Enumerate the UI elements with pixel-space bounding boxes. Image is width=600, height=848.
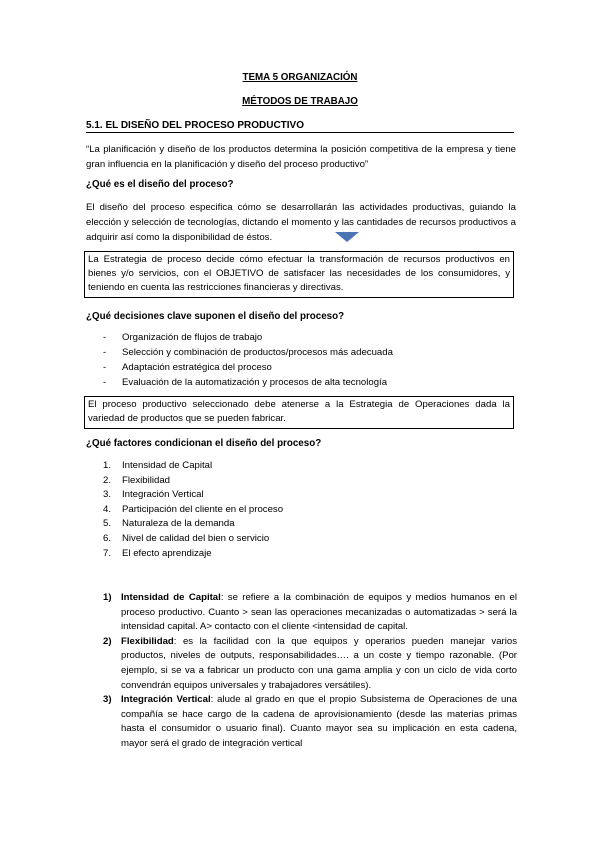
factor-detail-item: 1) Intensidad de Capital: se refiere a la combinación de equipos y medios humanos en el proceso productivo. Cuanto > sean las operaciones mecanizadas o automatizadas > será la intensidad capital. A> contacto con el cliente <intensidad de capital. (103, 592, 517, 633)
list-item: 7. El efecto aprendizaje (103, 547, 212, 559)
list-item: - Adaptación estratégica del proceso (103, 362, 272, 373)
factor-details (103, 591, 517, 752)
list-item: 6. Nivel de calidad del bien o servicio (103, 532, 270, 544)
factor-detail-item: 2) Flexibilidad: es la facilidad con la que equipos y operarios pueden manejar varios productos, niveles de outputs, responsabilidades…. a un coste y tiempo razonable. (Por ejemplo, si se va a fabricar un producto con una gama amplia y con un ciclo de vida corto convendrán equipos universales y trabajadores versátiles). (103, 635, 517, 691)
list-item: 1. Intensidad de Capital (103, 460, 213, 471)
list-item: 2. Flexibilidad (103, 474, 170, 486)
operations-strategy-box: El proceso productivo seleccionado debe atenerse a la Estrategia de Operaciones dada la variedad de productos que se pueden fabricar. (84, 396, 514, 429)
quote-paragraph: “La planificación y diseño de los productos determina la posición competitiva de la empresa y tiene gran influencia en la planificación y diseño del proceso productivo” (86, 144, 516, 170)
list-item: - Selección y combinación de productos/procesos más adecuada (103, 347, 393, 358)
topic-title: TEMA 5 ORGANIZACIÓN (242, 72, 358, 83)
question-conditioning-factors: ¿Qué factores condicionan el diseño del proceso? (86, 438, 322, 449)
list-item: 3. Integración Vertical (103, 489, 204, 501)
list-item: - Organización de flujos de trabajo (103, 332, 263, 343)
subtopic-title: MÉTODOS DE TRABAJO (242, 96, 358, 107)
list-item: - Evaluación de la automatización y procesos de alta tecnología (103, 377, 388, 388)
arrow-down-icon (335, 232, 359, 242)
list-item: 4. Participación del cliente en el proceso (103, 503, 284, 515)
question-key-decisions: ¿Qué decisiones clave suponen el diseño del proceso? (86, 311, 345, 322)
design-definition-paragraph: El diseño del proceso especifica cómo se desarrollarán las actividades productivas, guiando la elección y selección de tecnologías, dictando el momento y las cantidades de recursos productivos a adquirir así como la disponibilidad de éstos. (86, 202, 516, 243)
factor-detail-item: 3) Integración Vertical: alude al grado en que el propio Subsistema de Operaciones de una compañía se hace cargo de la cadena de aprovisionamiento (desde las materias primas hasta el consumidor o usuario final). Cuanto mayor sea su implicación en esta cadena, mayor será el grado de integración vertical (103, 694, 517, 749)
question-what-is-design: ¿Qué es el diseño del proceso? (86, 179, 234, 190)
factors-list (103, 459, 503, 561)
section-heading: 5.1. EL DISEÑO DEL PROCESO PRODUCTIVO (86, 120, 514, 133)
key-decisions-list (103, 330, 503, 390)
list-item: 5. Naturaleza de la demanda (103, 518, 235, 530)
process-strategy-box: La Estrategia de proceso decide cómo efectuar la transformación de recursos productivos en bienes y/o servicios, con el OBJETIVO de satisfacer las necesidades de los consumidores, y teniendo en cuenta las restricciones financieras y directivas. (84, 251, 514, 298)
